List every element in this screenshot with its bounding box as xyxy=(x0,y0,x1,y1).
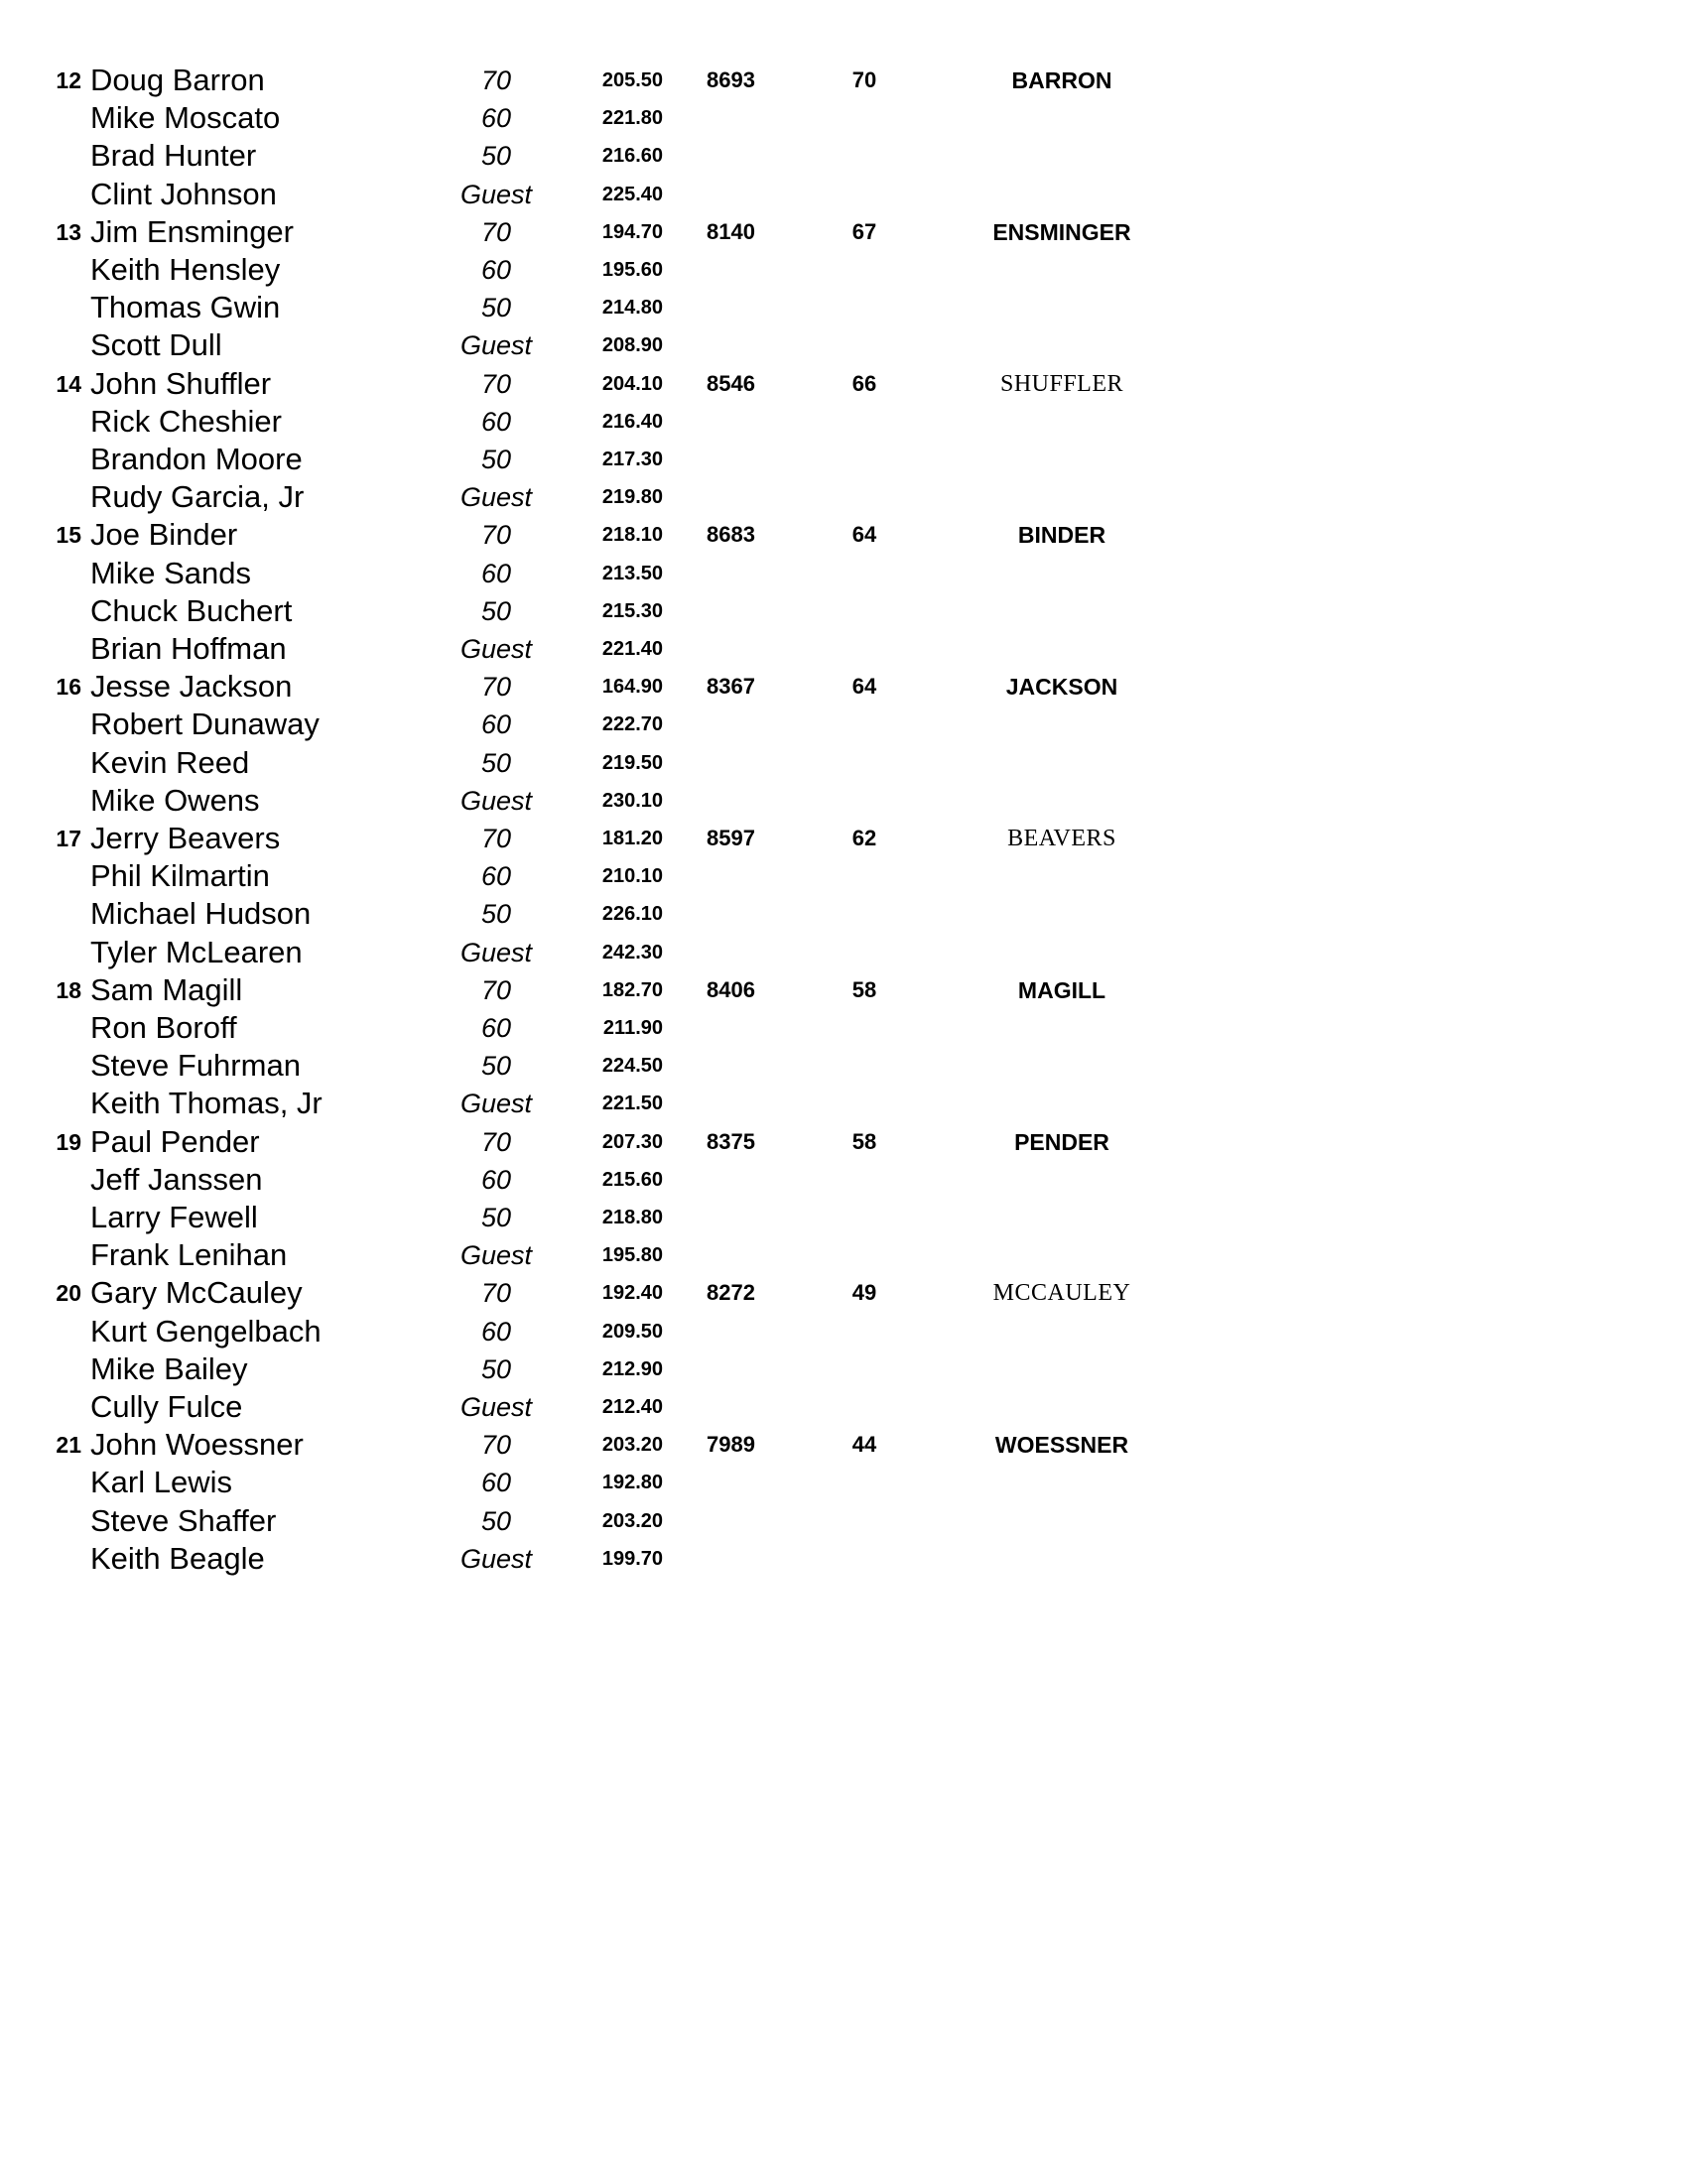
bowler-name: Karl Lewis xyxy=(90,1465,232,1500)
bowler-division: 70 xyxy=(480,824,512,853)
bowler-name: Doug Barron xyxy=(90,63,265,97)
bowler-name: Thomas Gwin xyxy=(90,290,281,325)
bowler-name: Keith Thomas, Jr xyxy=(90,1086,323,1121)
team-rank: 20 xyxy=(56,1280,81,1307)
bowler-division: 60 xyxy=(480,1013,512,1043)
bowler-name: Jeff Janssen xyxy=(90,1161,263,1197)
team-member-row xyxy=(0,934,1688,971)
bowler-average: 219.80 xyxy=(601,486,663,509)
team-rank: 19 xyxy=(56,1128,81,1155)
team-member-row xyxy=(0,326,1688,364)
team-member-row xyxy=(0,1313,1688,1350)
bowler-name: Mike Moscato xyxy=(90,100,281,136)
bowler-name: Rick Cheshier xyxy=(90,403,282,439)
bowler-division: Guest xyxy=(459,179,533,209)
team-member-row xyxy=(0,1161,1688,1199)
bowler-division: 60 xyxy=(480,558,512,588)
team-points: 66 xyxy=(851,370,877,396)
team-total: 7989 xyxy=(707,1432,755,1458)
team-total: 8406 xyxy=(707,976,755,1002)
bowler-average: 194.70 xyxy=(601,220,663,243)
bowler-average: 222.70 xyxy=(601,713,663,736)
team-points: 44 xyxy=(851,1432,877,1458)
team-member-row xyxy=(0,744,1688,782)
bowler-average: 203.20 xyxy=(601,1434,663,1457)
team-rank: 16 xyxy=(56,674,81,701)
bowler-average: 181.20 xyxy=(601,828,663,849)
bowler-division: Guest xyxy=(459,1089,533,1119)
team-leader-row xyxy=(0,213,1688,251)
bowler-average: 215.30 xyxy=(601,599,663,622)
team-member-row xyxy=(0,857,1688,895)
bowler-division: 50 xyxy=(480,141,512,172)
team-leader-row xyxy=(0,971,1688,1009)
bowler-division: 50 xyxy=(480,1353,512,1384)
bowler-name: Brad Hunter xyxy=(90,138,257,174)
bowler-name: Frank Lenihan xyxy=(90,1237,288,1273)
bowler-name: Mike Sands xyxy=(90,555,251,590)
bowler-name: Steve Fuhrman xyxy=(90,1048,301,1084)
bowler-name: Kevin Reed xyxy=(90,744,250,780)
bowler-name: Cully Fulce xyxy=(90,1389,243,1424)
team-member-row xyxy=(0,782,1688,820)
team-name: ENSMINGER xyxy=(992,218,1131,245)
bowler-average: 230.10 xyxy=(601,789,663,812)
team-points: 64 xyxy=(851,674,877,700)
bowler-average: 221.50 xyxy=(601,1092,663,1115)
bowler-division: 70 xyxy=(480,1278,512,1309)
bowler-average: 219.50 xyxy=(601,751,663,774)
bowler-name: Steve Shaffer xyxy=(90,1502,277,1538)
team-member-row xyxy=(0,706,1688,743)
bowler-average: 221.40 xyxy=(601,638,663,660)
bowler-average: 226.10 xyxy=(601,903,663,926)
team-member-row xyxy=(0,1085,1688,1122)
bowler-average: 192.40 xyxy=(601,1282,663,1305)
team-leader-row xyxy=(0,62,1688,99)
team-member-row xyxy=(0,592,1688,630)
bowler-division: 60 xyxy=(480,1316,512,1347)
bowler-division: Guest xyxy=(459,330,533,361)
bowler-name: Rudy Garcia, Jr xyxy=(90,479,305,515)
bowler-division: 70 xyxy=(480,520,512,551)
bowler-average: 218.10 xyxy=(601,524,663,547)
team-total: 8597 xyxy=(707,826,755,850)
bowler-name: Paul Pender xyxy=(90,1123,260,1159)
bowler-division: 60 xyxy=(480,1468,512,1498)
team-name: BARRON xyxy=(1011,67,1112,93)
team-leader-row xyxy=(0,516,1688,554)
bowler-division: 60 xyxy=(480,255,512,285)
bowler-name: Tyler McLearen xyxy=(90,934,303,969)
team-member-row xyxy=(0,1540,1688,1578)
team-points: 70 xyxy=(851,67,877,92)
bowler-average: 221.80 xyxy=(601,107,663,130)
bowler-division: 50 xyxy=(480,1203,512,1232)
team-total: 8693 xyxy=(707,67,755,92)
team-name: MAGILL xyxy=(1017,976,1106,1003)
team-member-row xyxy=(0,99,1688,137)
bowler-division: 60 xyxy=(480,709,512,740)
bowler-division: 50 xyxy=(480,747,512,778)
bowler-name: Keith Beagle xyxy=(90,1540,265,1576)
team-name: WOESSNER xyxy=(994,1432,1129,1459)
bowler-division: 60 xyxy=(480,406,512,437)
team-leader-row xyxy=(0,1426,1688,1464)
team-total: 8272 xyxy=(707,1280,755,1306)
bowler-division: Guest xyxy=(459,1392,533,1422)
team-member-row xyxy=(0,137,1688,175)
team-member-row xyxy=(0,478,1688,516)
bowler-division: Guest xyxy=(459,937,533,967)
team-total: 8140 xyxy=(707,218,755,244)
team-member-row xyxy=(0,403,1688,441)
team-points: 49 xyxy=(851,1280,877,1306)
team-total: 8683 xyxy=(707,522,755,548)
bowler-division: 50 xyxy=(480,293,512,323)
team-member-row xyxy=(0,441,1688,478)
bowler-division: Guest xyxy=(459,634,533,664)
bowler-average: 225.40 xyxy=(601,183,663,205)
team-points: 58 xyxy=(851,976,877,1002)
bowler-name: Scott Dull xyxy=(90,327,222,363)
bowler-average: 205.50 xyxy=(601,69,663,91)
team-leader-row xyxy=(0,365,1688,403)
bowler-division: 70 xyxy=(480,974,512,1005)
bowler-name: Mike Bailey xyxy=(90,1350,248,1386)
bowler-division: 50 xyxy=(480,1505,512,1536)
bowler-average: 209.50 xyxy=(601,1320,663,1343)
bowler-division: 50 xyxy=(480,595,512,626)
bowler-division: 60 xyxy=(480,103,512,134)
bowler-division: 50 xyxy=(480,899,512,930)
team-leader-row xyxy=(0,1274,1688,1312)
team-member-row xyxy=(0,1199,1688,1236)
team-member-row xyxy=(0,1350,1688,1388)
bowler-name: Larry Fewell xyxy=(90,1200,258,1234)
bowler-name: Brian Hoffman xyxy=(90,631,287,666)
team-name: BINDER xyxy=(1017,522,1106,549)
team-rank: 21 xyxy=(56,1432,81,1459)
bowler-average: 204.10 xyxy=(601,372,663,395)
bowler-average: 164.90 xyxy=(601,676,663,699)
bowler-average: 192.80 xyxy=(601,1472,663,1494)
team-rank: 15 xyxy=(56,522,81,549)
bowler-name: Phil Kilmartin xyxy=(90,858,270,894)
team-name: JACKSON xyxy=(1005,674,1118,701)
bowler-average: 217.30 xyxy=(601,449,663,470)
team-rank: 14 xyxy=(56,370,81,397)
bowler-name: Jesse Jackson xyxy=(90,669,293,705)
bowler-name: Jerry Beavers xyxy=(90,821,281,855)
team-member-row xyxy=(0,1047,1688,1085)
team-name: MCCAULEY xyxy=(992,1280,1131,1307)
bowler-average: 195.80 xyxy=(601,1244,663,1267)
team-leader-row xyxy=(0,1123,1688,1161)
bowler-division: Guest xyxy=(459,785,533,816)
bowler-average: 182.70 xyxy=(601,978,663,1001)
bowler-division: Guest xyxy=(459,1543,533,1574)
bowler-name: Sam Magill xyxy=(90,971,243,1007)
bowler-average: 211.90 xyxy=(602,1017,663,1039)
team-member-row xyxy=(0,630,1688,668)
bowler-division: 70 xyxy=(480,65,512,95)
bowler-name: Robert Dunaway xyxy=(90,707,320,742)
bowler-division: 70 xyxy=(480,672,512,703)
bowler-division: 70 xyxy=(480,1430,512,1461)
team-member-row xyxy=(0,1388,1688,1426)
bowler-average: 212.40 xyxy=(601,1396,663,1418)
team-points: 62 xyxy=(851,826,877,850)
bowler-division: 70 xyxy=(480,1126,512,1157)
bowler-name: Jim Ensminger xyxy=(90,213,294,249)
bowler-average: 218.80 xyxy=(601,1207,663,1228)
team-name: PENDER xyxy=(1014,1128,1109,1155)
team-member-row xyxy=(0,289,1688,326)
team-member-row xyxy=(0,251,1688,289)
bowler-name: Gary McCauley xyxy=(90,1275,303,1311)
bowler-division: Guest xyxy=(459,482,533,513)
team-member-row xyxy=(0,1009,1688,1047)
bowler-name: Michael Hudson xyxy=(90,896,312,932)
team-member-row xyxy=(0,1464,1688,1501)
bowler-name: Chuck Buchert xyxy=(90,592,293,628)
bowler-average: 203.20 xyxy=(601,1509,663,1532)
bowler-average: 212.90 xyxy=(601,1357,663,1380)
team-name: SHUFFLER xyxy=(999,370,1124,397)
bowler-name: John Shuffler xyxy=(90,365,272,401)
bowler-average: 208.90 xyxy=(601,334,663,357)
bowler-division: 50 xyxy=(480,1051,512,1082)
team-member-row xyxy=(0,895,1688,933)
bowler-division: 60 xyxy=(480,1164,512,1195)
team-points: 67 xyxy=(851,218,877,244)
bowler-average: 216.60 xyxy=(601,145,663,168)
bowler-average: 224.50 xyxy=(601,1055,663,1078)
team-leader-row xyxy=(0,668,1688,706)
team-name: BEAVERS xyxy=(1007,826,1116,851)
bowler-name: Joe Binder xyxy=(90,517,238,553)
team-total: 8375 xyxy=(707,1128,755,1154)
bowler-name: Brandon Moore xyxy=(90,442,303,476)
team-member-row xyxy=(0,555,1688,592)
bowler-average: 216.40 xyxy=(601,410,663,433)
team-points: 64 xyxy=(851,522,877,548)
bowler-name: Kurt Gengelbach xyxy=(90,1313,322,1349)
bowler-average: 242.30 xyxy=(601,941,663,964)
bowler-average: 215.60 xyxy=(601,1168,663,1191)
bowler-average: 213.50 xyxy=(601,562,663,584)
bowler-average: 195.60 xyxy=(601,259,663,281)
team-rank: 17 xyxy=(56,826,81,851)
bowler-name: Ron Boroff xyxy=(90,1010,237,1045)
bowler-average: 210.10 xyxy=(601,865,663,888)
bowler-division: 50 xyxy=(480,445,512,474)
team-member-row xyxy=(0,1502,1688,1540)
bowler-average: 207.30 xyxy=(601,1130,663,1153)
team-rank: 18 xyxy=(56,976,81,1003)
bowler-division: 70 xyxy=(480,216,512,247)
team-rank: 13 xyxy=(56,218,81,245)
team-total: 8546 xyxy=(707,370,755,396)
team-leader-row xyxy=(0,820,1688,857)
bowler-division: Guest xyxy=(459,1240,533,1271)
bowler-average: 214.80 xyxy=(601,297,663,320)
team-rank: 12 xyxy=(56,67,81,93)
team-total: 8367 xyxy=(707,674,755,700)
bowler-division: 70 xyxy=(480,368,512,399)
bowler-division: 60 xyxy=(480,861,512,892)
bowler-name: Keith Hensley xyxy=(90,252,281,287)
bowler-name: John Woessner xyxy=(90,1427,304,1463)
team-member-row xyxy=(0,1236,1688,1274)
bowler-name: Mike Owens xyxy=(90,782,260,818)
team-points: 58 xyxy=(851,1128,877,1154)
bowler-average: 199.70 xyxy=(601,1547,663,1570)
team-member-row xyxy=(0,176,1688,213)
bowler-name: Clint Johnson xyxy=(90,176,277,211)
